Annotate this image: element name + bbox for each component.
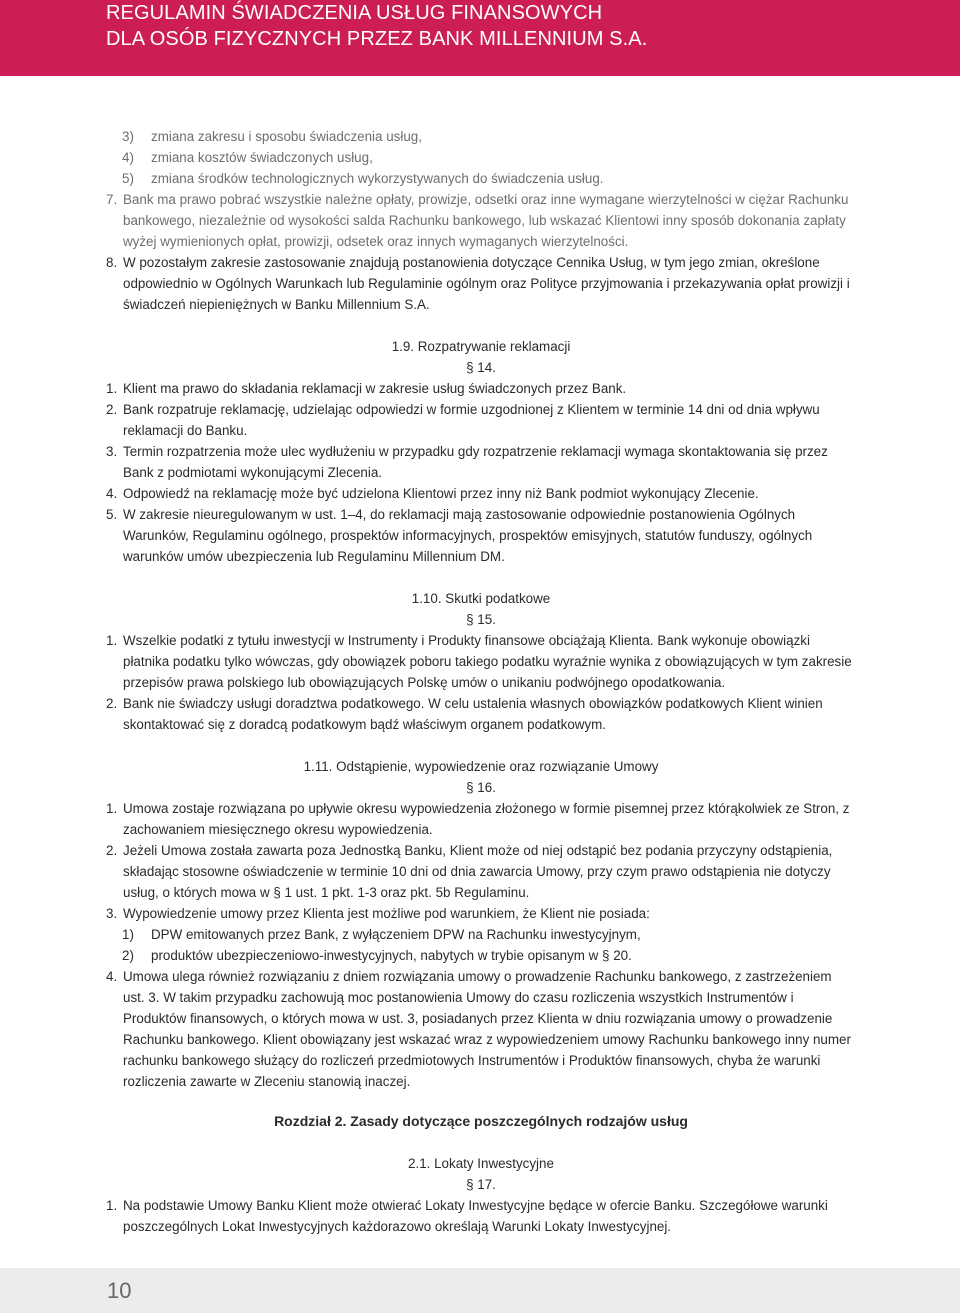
page-number: 10 (107, 1278, 132, 1303)
list-item: 8. W pozostałym zakresie zastosowanie znajdują postanowienia dotyczące Cennika Usług, w tym jego zmian, określone odpowiednio w Ogólnych Warunkach lub Regulaminie ogólnym oraz Polityce przyjmowania i przekazywania opłat prowizji i świadczeń niepieniężnych w Banku Millennium S.A. (106, 255, 850, 312)
page-header (0, 0, 960, 76)
list-item: 1. Na podstawie Umowy Banku Klient może otwierać Lokaty Inwestycyjne będące w ofercie Banku. Szczegółowe warunki poszczególnych Lokat Inwestycyjnych każdorazowo określają Warunki Lokaty Inwestycyjnej. (106, 1198, 828, 1234)
section-title-2-1: 2.1. Lokaty Inwestycyjne (408, 1156, 554, 1171)
list-item: 2) produktów ubezpieczeniowo-inwestycyjnych, nabytych w trybie opisanym w § 20. (122, 948, 632, 963)
list-item: 3) zmiana zakresu i sposobu świadczenia usług, (122, 129, 422, 144)
list-item: 2. Bank nie świadczy usługi doradztwa podatkowego. W celu ustalenia własnych obowiązków podatkowych Klient winien skontaktować się z doradcą podatkowym bądź właściwym organem podatkowym. (106, 696, 823, 732)
list-item: 1. Wszelkie podatki z tytułu inwestycji w Instrumenty i Produkty finansowe obciążają Klienta. Bank wykonuje obowiązki płatnika podatku tylko wówczas, gdy obowiązek poboru takiego podatku wyraźnie wynika z obowiązujących w tym zakresie przepisów prawa polskiego lub obowiązujących Polskę umów o unikaniu podwójnego opodatkowania. (106, 633, 852, 690)
list-item: 7. Bank ma prawo pobrać wszystkie należne opłaty, prowizje, odsetki oraz inne wymagane wierzytelności w ciężar Rachunku bankowego, niezależnie od wysokości salda Rachunku bankowego, lub wskazać Klientowi inny sposób dokonania zapłaty wyżej wymienionych opłat, prowizji, odsetek oraz innych wymaganych wierzytelności. (106, 192, 849, 249)
header-title-line-2: DLA OSÓB FIZYCZNYCH PRZEZ BANK MILLENNIUM S.A. (106, 28, 648, 50)
page-footer (0, 1268, 960, 1313)
paragraph-number: § 17. (466, 1177, 496, 1192)
list-item: 4. Umowa ulega również rozwiązaniu z dniem rozwiązania umowy o prowadzenie Rachunku bankowego, z zastrzeżeniem ust. 3. W takim przypadku zachowują moc postanowienia Umowy do czasu rozliczenia wszystkich Instrumentów i Produktów finansowych, o których mowa w ust. 3, posiadanych przez Klienta w dniu rozwiązania umowy o prowadzenie Rachunku bankowego. Klient obowiązany jest wskazać wraz z wypowiedzeniem umowy Rachunku bankowego inny numer rachunku bankowego służący do rozliczeń przedmiotowych Instrumentów i Produktów finansowych, chyba że warunki rozliczenia zawarte w Zleceniu stanowią inaczej. (106, 969, 851, 1089)
header-title-line-1: REGULAMIN ŚWIADCZENIA USŁUG FINANSOWYCH (106, 2, 603, 24)
list-item: 5. W zakresie nieuregulowanym w ust. 1–4, do reklamacji mają zastosowanie odpowiednie postanowienia Ogólnych Warunków, Regulaminu ogólnego, prospektów informacyjnych, prospektów emisyjnych, statutów funduszy, ogólnych warunków umów ubezpieczenia lub Regulaminu Millennium DM. (106, 507, 813, 564)
paragraph-number: § 14. (466, 360, 496, 375)
document-body (106, 126, 856, 1237)
section-title-1-9: 1.9. Rozpatrywanie reklamacji (391, 339, 571, 354)
list-item: 5) zmiana środków technologicznych wykorzystywanych do świadczenia usług. (122, 171, 604, 186)
list-item: 3. Wypowiedzenie umowy przez Klienta jest możliwe pod warunkiem, że Klient nie posiada: (106, 906, 650, 921)
intro-subitems (106, 126, 856, 189)
list-item: 2. Bank rozpatruje reklamację, udzielając odpowiedzi w formie uzgodnionej z Klientem w terminie 14 dni od dnia wpływu reklamacji do Banku. (106, 402, 820, 438)
list-item: 2. Jeżeli Umowa została zawarta poza Jednostką Banku, Klient może od niej odstąpić bez podania przyczyny odstąpienia, składając stosowne oświadczenie w terminie 10 dni od dnia zawarcia Umowy, przy czym prawo odstąpienia nie dotyczy usług, o których mowa w § 1 ust. 1 pkt. 1-3 oraz pkt. 5b Regulaminu. (106, 843, 833, 900)
section-title-1-10: 1.10. Skutki podatkowe (411, 591, 551, 606)
list-item: 1. Umowa zostaje rozwiązana po upływie okresu wypowiedzenia złożonego w formie pisemnej przez którąkolwiek ze Stron, z zachowaniem miesięcznego okresu wypowiedzenia. (106, 801, 850, 837)
section-title-1-11: 1.11. Odstąpienie, wypowiedzenie oraz rozwiązanie Umowy (303, 759, 659, 774)
list-item: 4) zmiana kosztów świadczonych usług, (122, 150, 373, 165)
list-item: 4. Odpowiedź na reklamację może być udzielona Klientowi przez inny niż Bank podmiot wykonujący Zlecenie. (106, 486, 759, 501)
paragraph-number: § 16. (466, 780, 496, 795)
list-item: 3. Termin rozpatrzenia może ulec wydłużeniu w przypadku gdy rozpatrzenie reklamacji wymaga skontaktowania się przez Bank z podmiotami wykonującymi Zlecenia. (106, 444, 828, 480)
paragraph-number: § 15. (466, 612, 496, 627)
list-item: 1) DPW emitowanych przez Bank, z wyłączeniem DPW na Rachunku inwestycyjnym, (122, 927, 641, 942)
chapter-title: Rozdział 2. Zasady dotyczące poszczególnych rodzajów usług (274, 1113, 688, 1129)
list-item: 1. Klient ma prawo do składania reklamacji w zakresie usług świadczonych przez Bank. (106, 381, 627, 396)
